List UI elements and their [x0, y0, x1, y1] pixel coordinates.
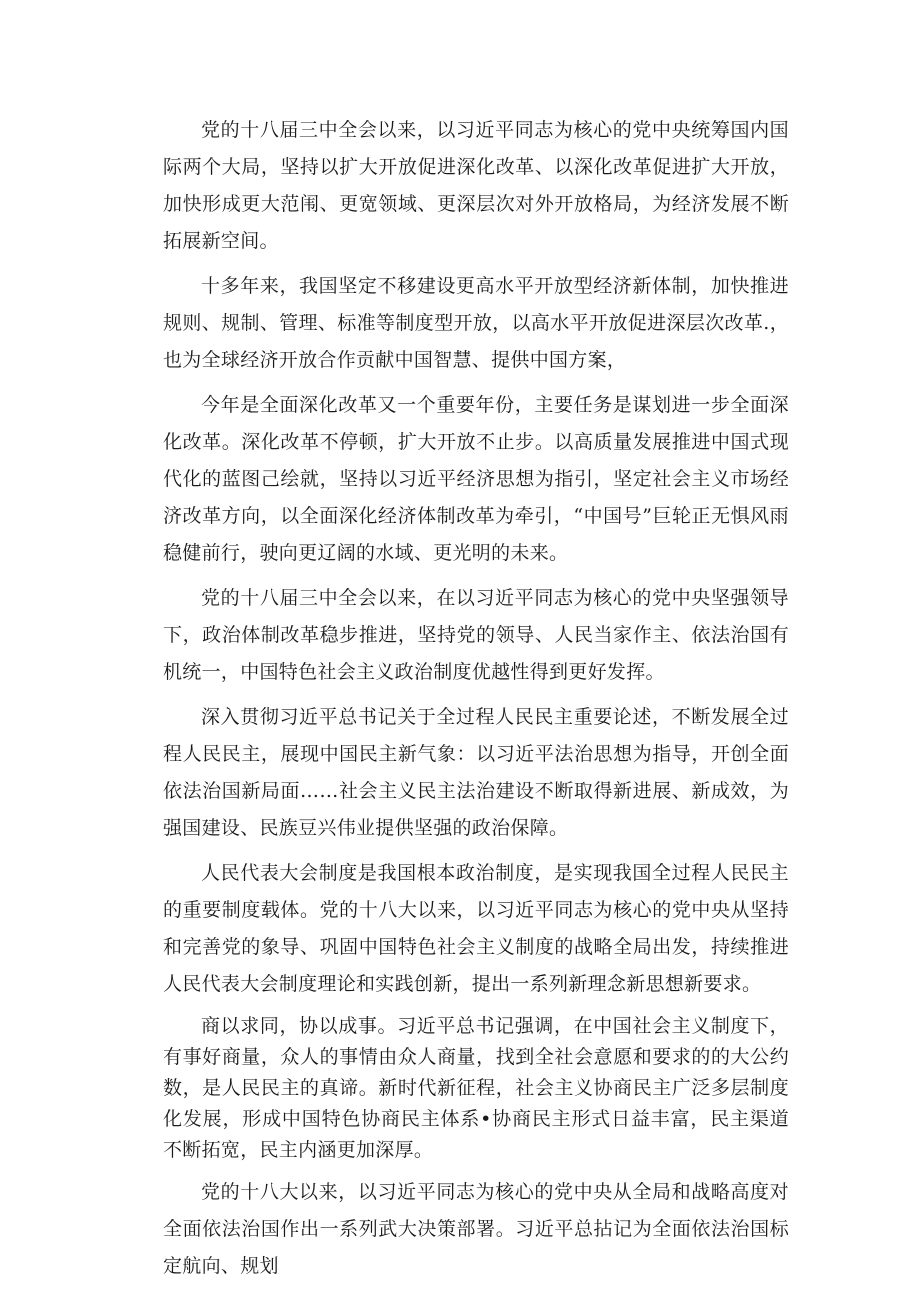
paragraph-4: 党的十八届三中全会以来，在以习近平同志为核心的党中央坚强领导下，政治体制改革稳步推进，坚持党的领导、人民当家作主、依法治国有机统一，中国特色社会主义政治制度优越性得到更好发挥。: [163, 587, 789, 683]
paragraph-6: 人民代表大会制度是我国根本政治制度，是实现我国全过程人民民主的重要制度载体。党的十八大以来，以习近平同志为核心的党中央从坚持和完善党的象导、巩固中国特色社会主义制度的战略全局出发，持续推进人民代表大会制度理论和实践创新，提出一系列新理念新思想新要求。: [163, 862, 789, 995]
paragraph-3: 今年是全面深化改革又一个重要年份，主要任务是谋划进一步全面深化改革。深化改革不停顿，扩大开放不止步。以高质量发展推进中国式现代化的蓝图己绘就，坚持以习近平经济思想为指引，坚定社会主义市场经济改革方向，以全面深化经济体制改革为牵引，“中国号”巨轮正无惧风雨稳健前行，驶向更辽阔的水域、更光明的未来。: [163, 394, 789, 564]
paragraph-7: 商以求同，协以成事。习近平总书记强调，在中国社会主义制度下，有事好商量，众人的事情由众人商量，找到全社会意愿和要求的的大公约数，是人民民主的真谛。新时代新征程，社会主义协商民主广泛多层制度化发展，形成中国特色协商民主体系•协商民主形式日益丰富，民主渠道不断拓宽，民主内涵更加深厚。: [163, 1015, 789, 1161]
paragraph-2: 十多年来，我国坚定不移建设更高水平开放型经济新体制，加快推进规则、规制、管理、标准等制度型开放，以高水平开放促进深层次改革.，也为全球经济开放合作贡献中国智慧、提供中国方案，: [163, 275, 789, 371]
paragraph-8: 党的十八大以来，以习近平同志为核心的党中央从全局和战略高度对全面依法治国作出一系列武大决策部署。习近平总拈记为全面依法治国标定航向、规划: [163, 1181, 789, 1277]
paragraph-5: 深入贯彻习近平总书记关于全过程人民民主重要论述，不断发展全过程人民民主，展现中国民主新气象：以习近平法治思想为指导，开创全面依法治国新局面……社会主义民主法治建设不断取得新进展、新成效，为强国建设、民族豆兴伟业提供坚强的政治保障。: [163, 706, 789, 839]
paragraph-1: 党的十八届三中全会以来，以习近平同志为核心的党中央统筹国内国际两个大局，坚持以扩大开放促进深化改革、以深化改革促进扩大开放，加快形成更大范闱、更宽领域、更深层次对外开放格局，为经济发展不断拓展新空间。: [163, 119, 789, 252]
document-body: [163, 112, 789, 1293]
